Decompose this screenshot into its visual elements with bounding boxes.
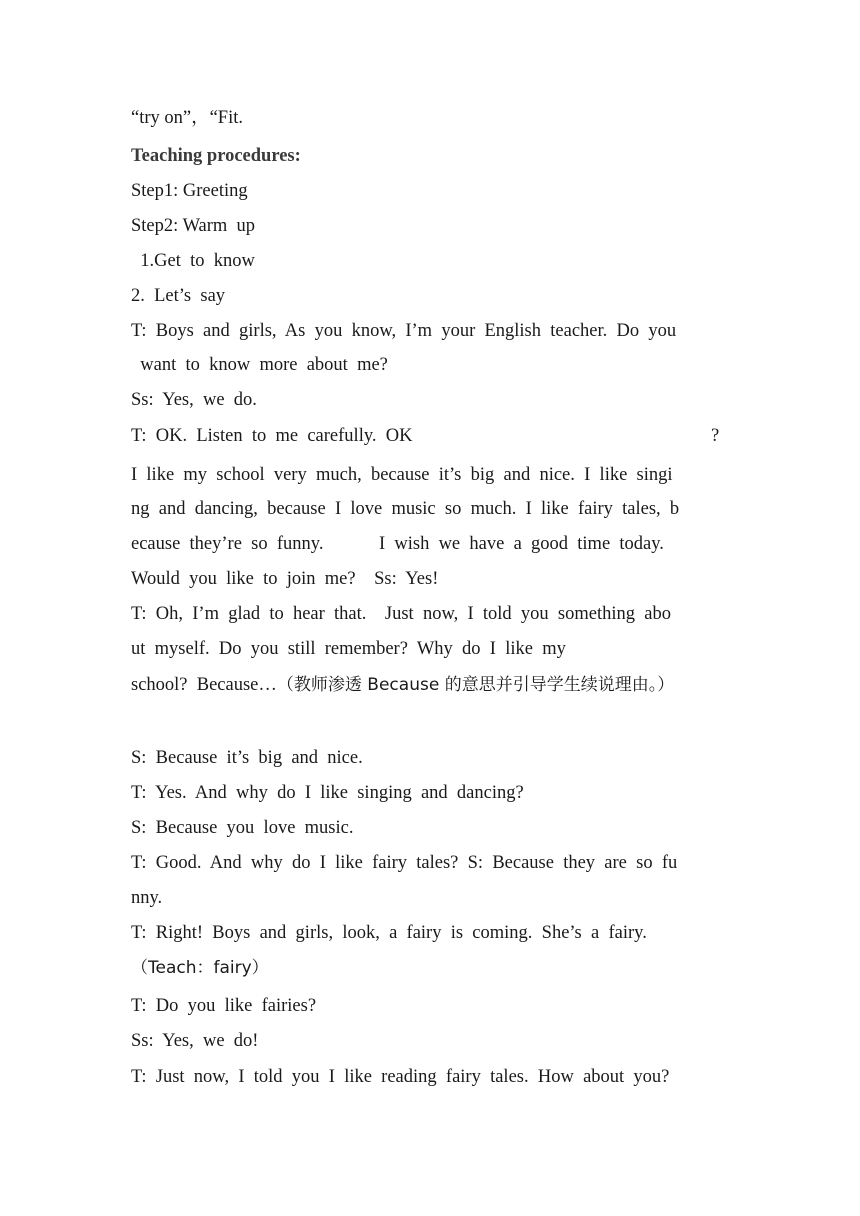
substep-get-to-know: 1.Get to know: [131, 251, 255, 271]
dialogue-line-25: T: Do you like fairies?: [131, 996, 317, 1016]
dialogue-line-18: S: Because it’s big and nice.: [131, 748, 363, 768]
dialogue-line-17-text: school? Because…: [131, 675, 277, 695]
dialogue-line-8: want to know more about me?: [131, 355, 388, 375]
section-heading-teaching-procedures: Teaching procedures:: [131, 146, 301, 166]
text-line-1: “try on”，“Fit.: [131, 108, 244, 128]
dialogue-line-26: Ss: Yes, we do!: [131, 1031, 259, 1051]
dialogue-line-16: ut myself. Do you still remember? Why do I like my: [131, 639, 566, 659]
dialogue-line-21: T: Good. And why do I like fairy tales? S: Because they are so fu: [131, 853, 678, 873]
dialogue-line-9: Ss: Yes, we do.: [131, 390, 257, 410]
step-1-line: Step1: Greeting: [131, 181, 248, 201]
teacher-note-chinese: （教师渗透 Because 的意思并引导学生续说理由。）: [276, 675, 675, 695]
dialogue-line-11: I like my school very much, because it’s big and nice. I like singi: [131, 465, 673, 485]
dialogue-line-19: T: Yes. And why do I like singing and dancing?: [131, 783, 524, 803]
dialogue-line-10-question-mark: ?: [711, 426, 720, 446]
dialogue-line-14: Would you like to join me? Ss: Yes!: [131, 569, 439, 589]
dialogue-line-27: T: Just now, I told you I like reading fairy tales. How about you?: [131, 1067, 670, 1087]
teach-fairy-note: （Teach：fairy）: [131, 958, 269, 978]
dialogue-line-7: T: Boys and girls, As you know, I’m your English teacher. Do you: [131, 321, 677, 341]
dialogue-line-23: T: Right! Boys and girls, look, a fairy is coming. She’s a fairy.: [131, 923, 647, 943]
dialogue-line-20: S: Because you love music.: [131, 818, 354, 838]
dialogue-line-13: ecause they’re so funny. I wish we have a good time today.: [131, 534, 664, 554]
dialogue-line-15: T: Oh, I’m glad to hear that. Just now, I told you something abo: [131, 604, 671, 624]
dialogue-line-10: T: OK. Listen to me carefully. OK: [131, 426, 413, 446]
dialogue-line-17: [131, 673, 729, 697]
step-2-line: Step2: Warm up: [131, 216, 256, 236]
substep-lets-say: 2. Let’s say: [131, 286, 226, 306]
dialogue-line-12: ng and dancing, because I love music so much. I like fairy tales, b: [131, 499, 680, 519]
dialogue-line-22: nny.: [131, 888, 163, 908]
